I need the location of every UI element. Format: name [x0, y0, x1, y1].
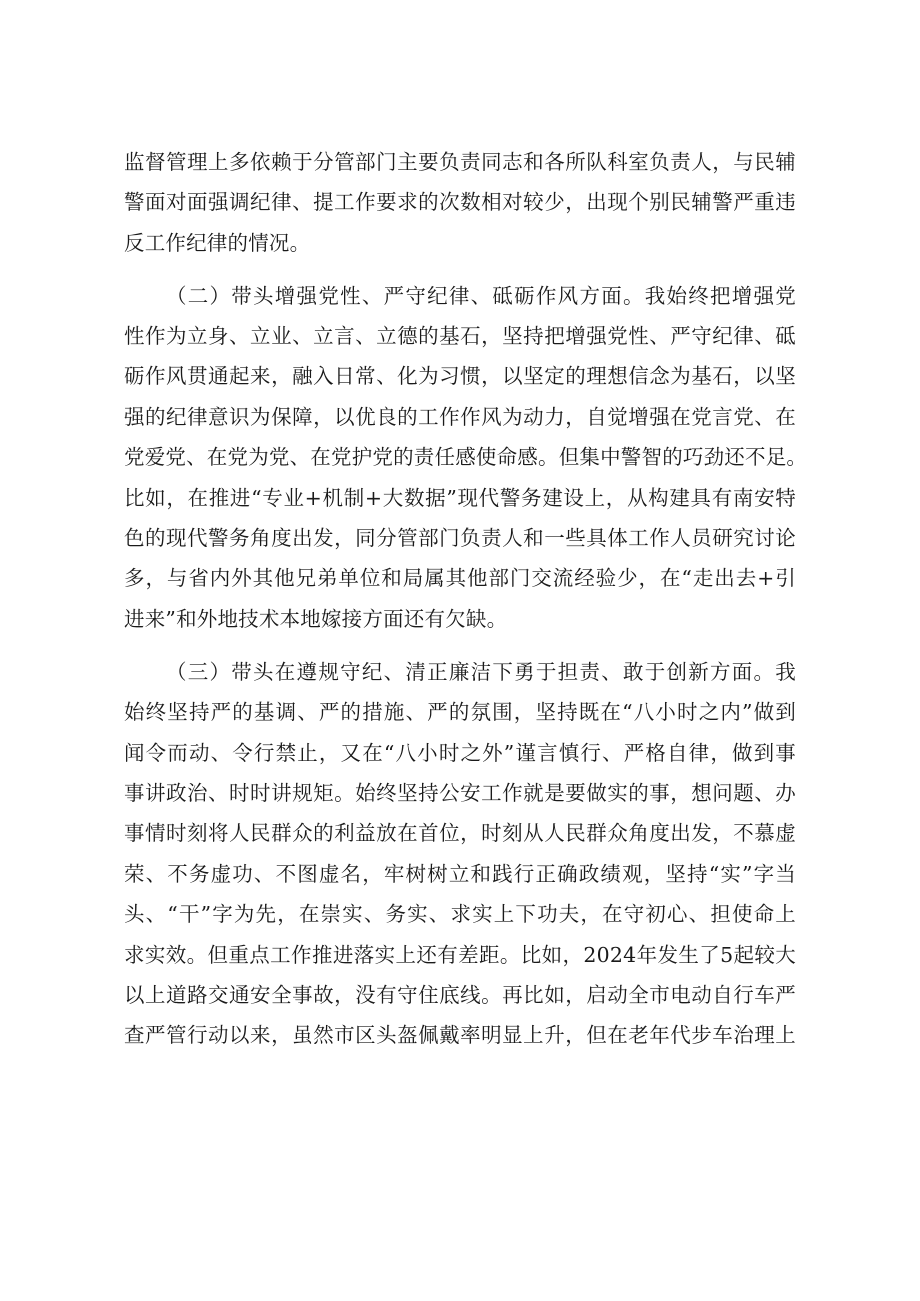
- text-line: 查严管行动以来，虽然市区头盔佩戴率明显上升，但在老年代步车治理上: [124, 1023, 796, 1047]
- text-line: 荣、不务虚功、不图虚名，牢树树立和践行正确政绩观，坚持“实”字当: [124, 862, 796, 886]
- text-line: 党爱党、在党为党、在党护党的责任感使命感。但集中警智的巧劲还不足。: [124, 445, 808, 469]
- text-line: 求实效。但重点工作推进落实上还有差距。比如，2024年发生了5起较大: [124, 943, 796, 967]
- text-line: （三）带头在遵规守纪、清正廉洁下勇于担责、敢于创新方面。我: [166, 660, 796, 684]
- text-line: 砺作风贯通起来，融入日常、化为习惯，以坚定的理想信念为基石，以坚: [124, 364, 796, 388]
- text-line: 反工作纪律的情况。: [124, 231, 311, 255]
- text-line: 闻令而动、令行禁止，又在“八小时之外”谨言慎行、严格自律，做到事: [124, 741, 796, 765]
- text-line: 色的现代警务角度出发，同分管部门负责人和一些具体工作人员研究讨论: [124, 526, 796, 550]
- text-line: 警面对面强调纪律、提工作要求的次数相对较少，出现个别民辅警严重违: [124, 190, 796, 214]
- text-line: 以上道路交通安全事故，没有守住底线。再比如，启动全市电动自行车严: [124, 983, 796, 1007]
- text-line: 头、“干”字为先，在崇实、务实、求实上下功夫，在守初心、担使命上: [124, 902, 796, 926]
- text-line: 监督管理上多依赖于分管部门主要负责同志和各所队科室负责人，与民辅: [124, 150, 796, 174]
- text-line: 进来”和外地技术本地嫁接方面还有欠缺。: [124, 607, 508, 631]
- text-line: 多，与省内外其他兄弟单位和局属其他部门交流经验少，在“走出去+引: [124, 566, 796, 590]
- text-line: 事讲政治、时时讲规矩。始终坚持公安工作就是要做实的事，想问题、办: [124, 781, 796, 805]
- text-line: 比如，在推进“专业+机制+大数据”现代警务建设上，从构建具有南安特: [124, 486, 796, 510]
- text-line: 事情时刻将人民群众的利益放在首位，时刻从人民群众角度出发，不慕虚: [124, 821, 796, 845]
- text-line: （二）带头增强党性、严守纪律、砥砺作风方面。我始终把增强党: [166, 284, 796, 308]
- text-line: 性作为立身、立业、立言、立德的基石，坚持把增强党性、严守纪律、砥: [124, 324, 796, 348]
- text-line: 始终坚持严的基调、严的措施、严的氛围，坚持既在“八小时之内”做到: [124, 700, 796, 724]
- text-line: 强的纪律意识为保障，以优良的工作作风为动力，自觉增强在党言党、在: [124, 405, 796, 429]
